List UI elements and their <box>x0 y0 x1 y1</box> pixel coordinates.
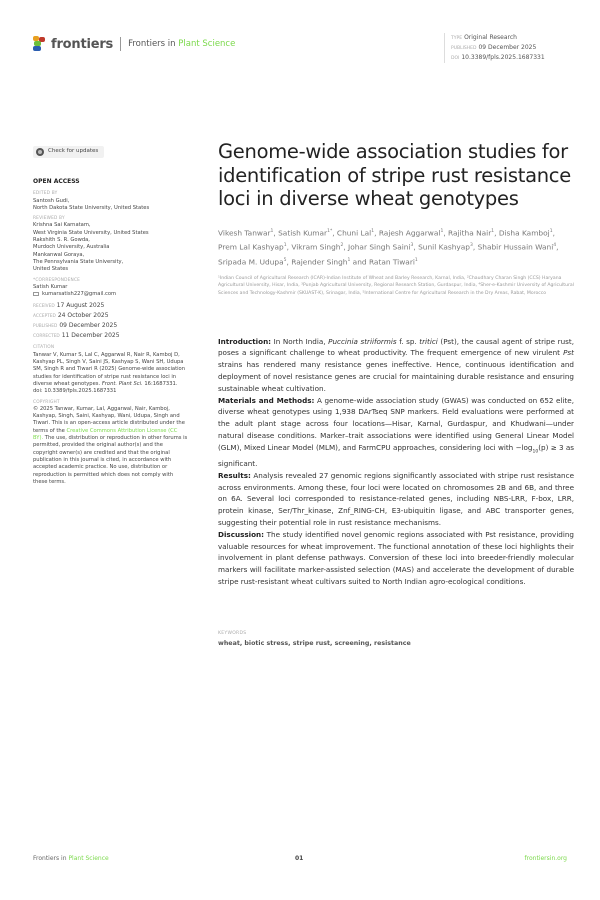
abstract-introduction: Introduction: In North India, Puccinia striiformis f. sp. tritici (Pst), the causal agent of stripe rust, poses a significant challenge to wheat productivity. The frequent emergence of new virulent Pst strains has rendered many resistance genes ineffective. Hence, continuous identification and deployment of novel resistance genes are crucial for maintaining durable resistance and ensuring sustainable wheat cultivation. <box>218 336 574 393</box>
header-divider <box>120 37 121 51</box>
journal-subject: Plant Science <box>178 39 236 49</box>
author-affiliation-mark: 1 <box>270 228 274 234</box>
page-number: 01 <box>295 855 304 862</box>
author-affiliation-mark: 4 <box>553 243 557 249</box>
abstract <box>218 336 574 588</box>
journal-prefix: Frontiers in <box>128 39 176 49</box>
meta-doi[interactable]: DOI 10.3389/fpls.2025.1687331 <box>451 54 545 61</box>
copyright: COPYRIGHT © 2025 Tanwar, Kumar, Lal, Aggarwal, Nair, Kamboj, Kashyap, Singh, Saini, Kashyap, Wani, Udupa, Singh and Tiwari. This is an open-access article distributed under the terms of the Creative Commons Attribution License (CC BY). The use, distribution or reproduction in other forums is permitted, provided the original author(s) and the copyright owner(s) are credited and that the original publication in this journal is cited, in accordance with accepted academic practice. No use, distribution or reproduction is permitted which does not comply with these terms. <box>33 399 188 485</box>
journal-header <box>33 36 235 52</box>
email-icon <box>33 292 39 296</box>
author-name[interactable]: Vikesh Tanwar <box>218 227 271 237</box>
check-updates-icon <box>36 148 44 156</box>
edited-by: EDITED BY Santosh Gudi, North Dakota State University, United States <box>33 191 150 211</box>
author-name[interactable]: Shabir Hussain Wani <box>477 242 554 252</box>
reviewed-by: REVIEWED BY Krishna Sai Karnatam, West Virginia State University, United States Rakshith S. R. Gowda, Murdoch University, Australia Mankanwal Goraya, The Pennsylvania State University, United States <box>33 216 149 273</box>
author-name[interactable]: Johar Singh Saini <box>348 242 411 252</box>
abstract-results: Results: Analysis revealed 27 genomic regions significantly associated with stripe rust resistance across environments. Among these, four loci were located on chromosomes 2B and 6B, and three on 6A. Several loci corresponded to resistance-related genes, including NBS-LRR, F-box, LRR, protein kinase, Ser/Thr_kinase, Znf_RING-CH, E3-ubiquitin ligase, and ABC transporter genes, suggesting their potential role in rust resistance mechanisms. <box>218 470 574 527</box>
author-affiliation-mark: 1 <box>347 258 351 264</box>
abstract-discussion: Discussion: The study identified novel genomic regions associated with Pst resistance, providing valuable resources for wheat improvement. The functional annotation of these loci highlights their involvement in plant defense pathways. Conversion of these loci into breeder-friendly molecular markers will facilitate marker-assisted selection (MAS) and accelerate the development of durable stripe rust-resistant wheat cultivars suited to North Indian agro-ecological conditions. <box>218 529 574 586</box>
journal-name <box>128 39 235 49</box>
article-sidebar <box>33 146 188 489</box>
author-affiliation-mark: 1 <box>283 243 287 249</box>
correspondence-email[interactable]: kumarsatish227@gmail.com <box>33 291 188 298</box>
footer-site-link[interactable]: frontiersin.org <box>524 855 567 862</box>
author-name[interactable]: Disha Kamboj <box>498 227 550 237</box>
article-meta <box>444 33 545 63</box>
author-name[interactable]: Ratan Tiwari <box>368 257 415 267</box>
article-dates: RECEIVED 17 August 2025 ACCEPTED 24 October 2025 PUBLISHED 09 December 2025 CORRECTED 11 December 2025 <box>33 302 120 340</box>
page-footer <box>33 855 567 862</box>
footer-journal: Frontiers in Plant Science <box>33 855 109 862</box>
author-name[interactable]: Rajesh Aggarwal <box>378 227 441 237</box>
check-updates-button[interactable]: Check for updates <box>33 146 104 158</box>
citation-doi-link[interactable]: doi: 10.3389/fpls.2025.1687331 <box>33 388 117 395</box>
article-title: Genome-wide association studies for identification of stripe rust resistance loci in diverse wheat genotypes <box>218 140 571 210</box>
correspondence: *CORRESPONDENCE Satish Kumar kumarsatish227@gmail.com <box>33 277 188 299</box>
author-name[interactable]: Vikram Singh <box>291 242 341 252</box>
article-main <box>218 140 574 647</box>
author-name[interactable]: Rajender Singh <box>291 257 348 267</box>
author-affiliation-mark: 2 <box>340 243 344 249</box>
author-affiliation-mark: 1 <box>371 228 375 234</box>
author-affiliation-mark: 1 <box>491 228 495 234</box>
keywords: KEYWORDS wheat, biotic stress, stripe rust, screening, resistance <box>218 630 411 647</box>
brand-name: frontiers <box>51 36 114 52</box>
author-affiliation-mark: 1 <box>414 258 418 264</box>
cc-license-link[interactable]: Creative Commons Attribution License (CC BY). <box>33 427 178 442</box>
author-affiliation-mark: 5 <box>283 258 287 264</box>
frontiers-logo-icon <box>33 36 47 52</box>
author-affiliation-mark: 1* <box>327 228 333 234</box>
meta-type: TYPE Original Research <box>451 34 517 41</box>
author-name[interactable]: Rajitha Nair <box>448 227 492 237</box>
author-affiliation-mark: 3 <box>469 243 473 249</box>
author-name[interactable]: Satish Kumar <box>278 227 328 237</box>
author-name[interactable]: Sripada M. Udupa <box>218 257 284 267</box>
affiliations: ¹Indian Council of Agricultural Research (ICAR)-Indian Institute of Wheat and Barley Research, Karnal, India, ²Chaudhary Charan Singh (CCS) Haryana Agricultural University, Hisar, India, ³Punjab Agricultural University, Regional Research Station, Gurdaspur, India, ⁴Sher-e-Kashmir University of Agricultural Sciences and Technology-Kashmir (SKUAST-K), Srinagar, India, ⁵International Centre for Agricultural Research in the Dry Areas, Rabat, Morocco <box>218 275 574 296</box>
author-name[interactable]: Prem Lal Kashyap <box>218 242 284 252</box>
meta-published: PUBLISHED 09 December 2025 <box>451 44 537 51</box>
author-affiliation-mark: 1 <box>549 228 553 234</box>
abstract-methods: Materials and Methods: A genome-wide association study (GWAS) was conducted on 652 elite, diverse wheat genotypes using 1,938 DArTseq SNP markers. Field evaluations were performed at the adult plant stage across four locations—Hisar, Karnal, Gurdaspur, and Khudwani—under natural disease conditions. Marker–trait associations were identified using General Linear Model (GLM), Mixed Linear Model (MLM), and FarmCPU approaches, considering loci with $-\log_{10}(p) \ge 3$ as significant. <box>218 395 574 468</box>
citation: CITATION Tanwar V, Kumar S, Lal C, Aggarwal R, Nair R, Kamboj D, Kashyap PL, Singh V, Saini JS, Kashyap S, Wani SH, Udupa SM, Singh R and Tiwari R (2025) Genome-wide association studies for identification of stripe rust resistance loci in diverse wheat genotypes. Front. Plant Sci. 16:1687331. doi: 10.3389/fpls.2025.1687331 <box>33 345 185 395</box>
author-name[interactable]: Sunil Kashyap <box>418 242 470 252</box>
open-access-label: OPEN ACCESS <box>33 178 80 185</box>
author-affiliation-mark: 1 <box>440 228 444 234</box>
author-affiliation-mark: 3 <box>410 243 414 249</box>
author-name[interactable]: Chuni Lal <box>336 227 372 237</box>
author-list: Vikesh Tanwar$^1$, Satish Kumar$^{1*}$, Chuni Lal$^1$, Rajesh Aggarwal$^1$, Rajitha Nair$^1$, Disha Kamboj$^1$, Prem Lal Kashyap$^1$, Vikram Singh$^2$, Johar Singh Saini$^3$, Sunil Kashyap$^3$, Shabir Hussain Wani$^4$, Sripada M. Udupa$^5$, Rajender Singh$^1$ and Ratan Tiwari$^1$ <box>218 227 559 267</box>
